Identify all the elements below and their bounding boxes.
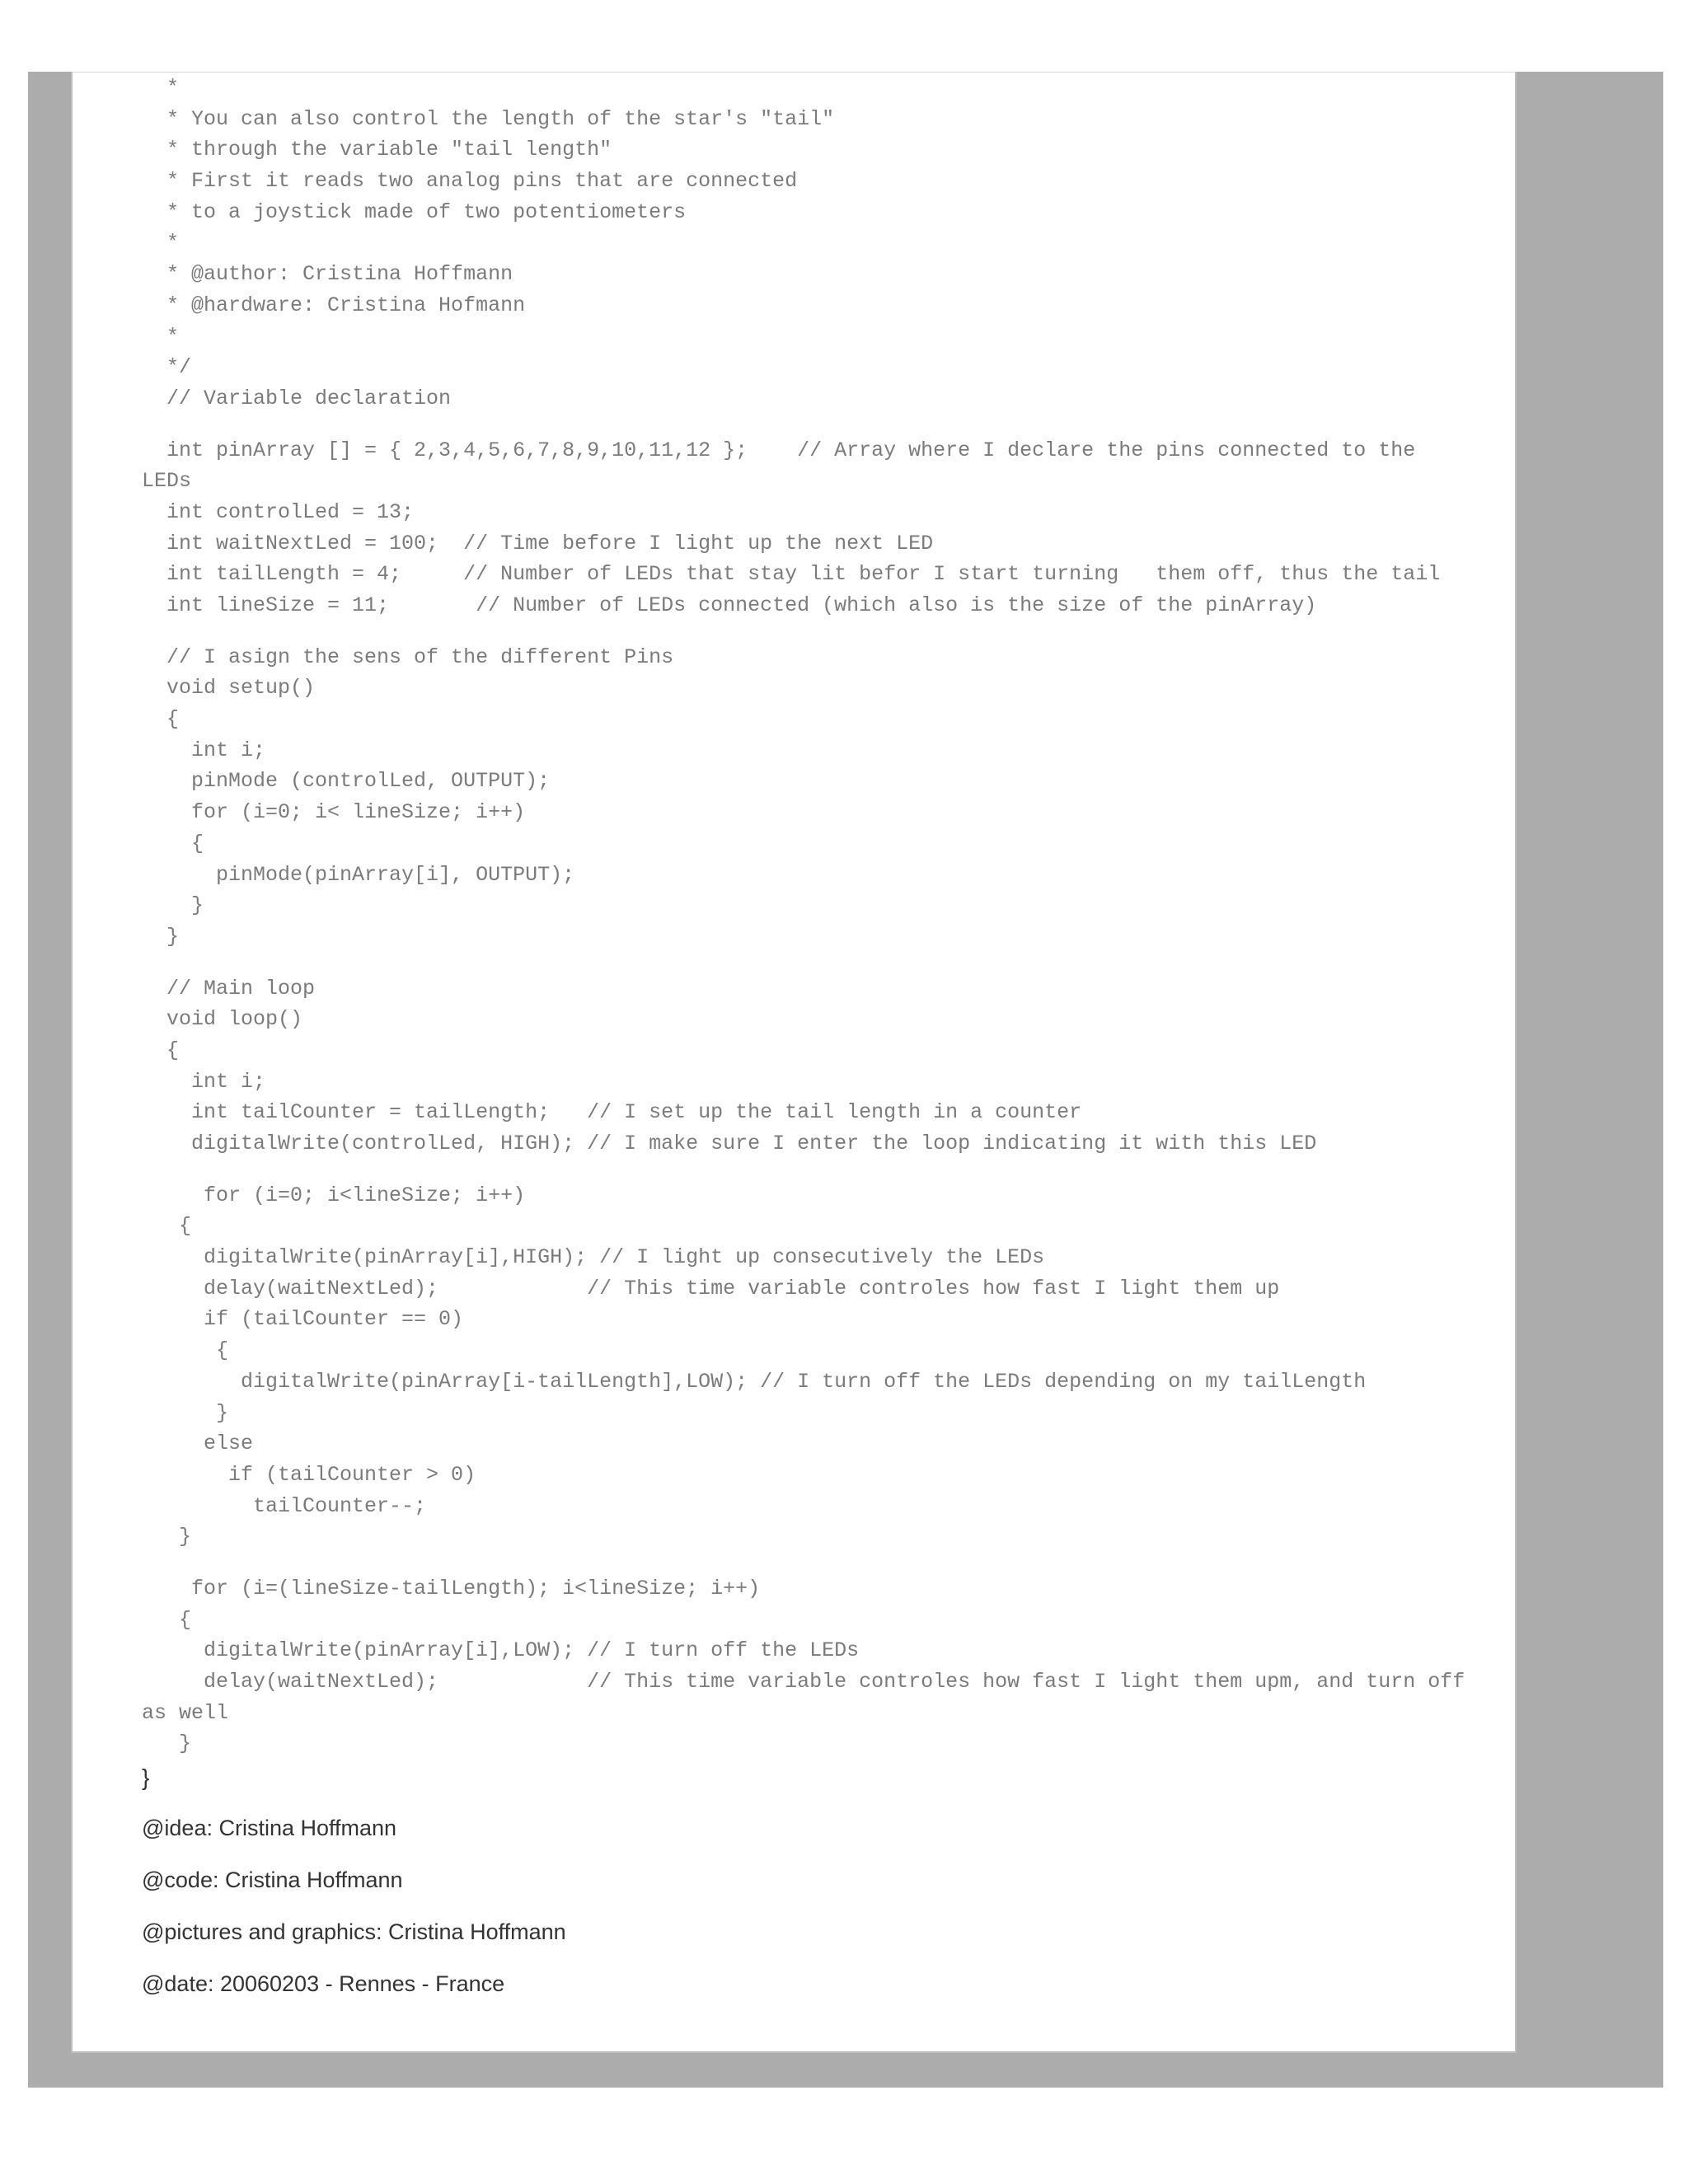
code-line: { bbox=[142, 707, 180, 732]
code-line: int waitNextLed = 100; // Time before I light up the next LED bbox=[142, 531, 934, 555]
code-line: * @author: Cristina Hoffmann bbox=[142, 262, 513, 287]
code-line: delay(waitNextLed); // This time variable controles how fast I light them upm, and turn off bbox=[142, 1670, 1465, 1694]
code-line: for (i=(lineSize-tailLength); i<lineSize; i++) bbox=[142, 1576, 761, 1601]
code-line: pinMode(pinArray[i], OUTPUT); bbox=[142, 862, 575, 887]
code-line: else bbox=[142, 1432, 254, 1456]
document-viewport bbox=[28, 72, 1663, 2088]
code-line: as well bbox=[142, 1700, 229, 1725]
paragraph-gap bbox=[142, 621, 1510, 642]
code-line: digitalWrite(pinArray[i],HIGH); // I light up consecutively the LEDs bbox=[142, 1245, 1045, 1270]
code-line: { bbox=[142, 1038, 180, 1062]
paragraph-gap bbox=[142, 953, 1510, 973]
code-line: if (tailCounter > 0) bbox=[142, 1462, 476, 1487]
code-line: delay(waitNextLed); // This time variable controles how fast I light them up bbox=[142, 1276, 1280, 1301]
code-line: * bbox=[142, 324, 180, 349]
code-line: if (tailCounter == 0) bbox=[142, 1307, 464, 1332]
code-line: int tailLength = 4; // Number of LEDs that stay lit befor I start turning them off, thus the tail bbox=[142, 562, 1441, 587]
code-line: * bbox=[142, 231, 180, 255]
code-line: } bbox=[142, 1400, 229, 1425]
code-line: tailCounter--; bbox=[142, 1493, 427, 1518]
code-line: digitalWrite(controlLed, HIGH); // I make sure I enter the loop indicating it with this LED bbox=[142, 1132, 1317, 1155]
code-line: void setup() bbox=[142, 676, 316, 701]
code-line: // I asign the sens of the different Pins bbox=[142, 644, 674, 669]
code-line: pinMode (controlLed, OUTPUT); bbox=[142, 769, 551, 794]
code-line: } bbox=[142, 1732, 192, 1756]
code-line: * You can also control the length of the star's "tail" bbox=[142, 106, 835, 131]
code-line: for (i=0; i< lineSize; i++) bbox=[142, 800, 526, 825]
code-line: { bbox=[142, 831, 204, 855]
code-line: // Main loop bbox=[142, 976, 316, 1001]
code-line: int i; bbox=[142, 738, 266, 762]
code-line: */ bbox=[142, 355, 192, 380]
code-line: } bbox=[142, 924, 180, 949]
code-line: * @hardware: Cristina Hofmann bbox=[142, 293, 526, 317]
code-line: void loop() bbox=[142, 1007, 303, 1032]
code-line: int lineSize = 11; // Number of LEDs connected (which also is the size of the pinArray) bbox=[142, 593, 1317, 617]
credit-idea: @idea: Cristina Hoffmann bbox=[142, 1816, 397, 1840]
code-line: int i; bbox=[142, 1069, 266, 1094]
closing-brace: } bbox=[142, 1765, 150, 1790]
code-line: LEDs bbox=[142, 469, 192, 494]
code-line: int controlLed = 13; bbox=[142, 499, 415, 524]
code-line: * through the variable "tail length" bbox=[142, 138, 612, 162]
paragraph-gap bbox=[142, 415, 1510, 435]
code-line: { bbox=[142, 1607, 192, 1632]
paragraph-gap bbox=[142, 1553, 1510, 1573]
code-line: { bbox=[142, 1214, 192, 1239]
code-line: * First it reads two analog pins that are connected bbox=[142, 169, 798, 194]
code-block bbox=[142, 73, 1510, 1760]
code-line: * to a joystick made of two potentiometers bbox=[142, 199, 687, 224]
code-line: } bbox=[142, 1525, 192, 1549]
credit-date: @date: 20060203 - Rennes - France bbox=[142, 1971, 505, 1996]
code-line: digitalWrite(pinArray[i],LOW); // I turn off the LEDs bbox=[142, 1638, 860, 1663]
code-line: for (i=0; i<lineSize; i++) bbox=[142, 1183, 526, 1207]
code-line: int pinArray [] = { 2,3,4,5,6,7,8,9,10,11,12 }; // Array where I declare the pins connected to the bbox=[142, 438, 1416, 462]
code-line: * bbox=[142, 76, 180, 100]
code-line: } bbox=[142, 893, 204, 918]
code-line: digitalWrite(pinArray[i-tailLength],LOW); // I turn off the LEDs depending on my tailLength bbox=[142, 1369, 1367, 1394]
credit-pictures: @pictures and graphics: Cristina Hoffmann bbox=[142, 1919, 566, 1944]
paragraph-gap bbox=[142, 1160, 1510, 1180]
code-line: int tailCounter = tailLength; // I set up the tail length in a counter bbox=[142, 1100, 1082, 1125]
code-line: { bbox=[142, 1338, 229, 1363]
code-line: // Variable declaration bbox=[142, 386, 452, 410]
document-page bbox=[71, 72, 1517, 2053]
credit-code: @code: Cristina Hoffmann bbox=[142, 1868, 403, 1892]
